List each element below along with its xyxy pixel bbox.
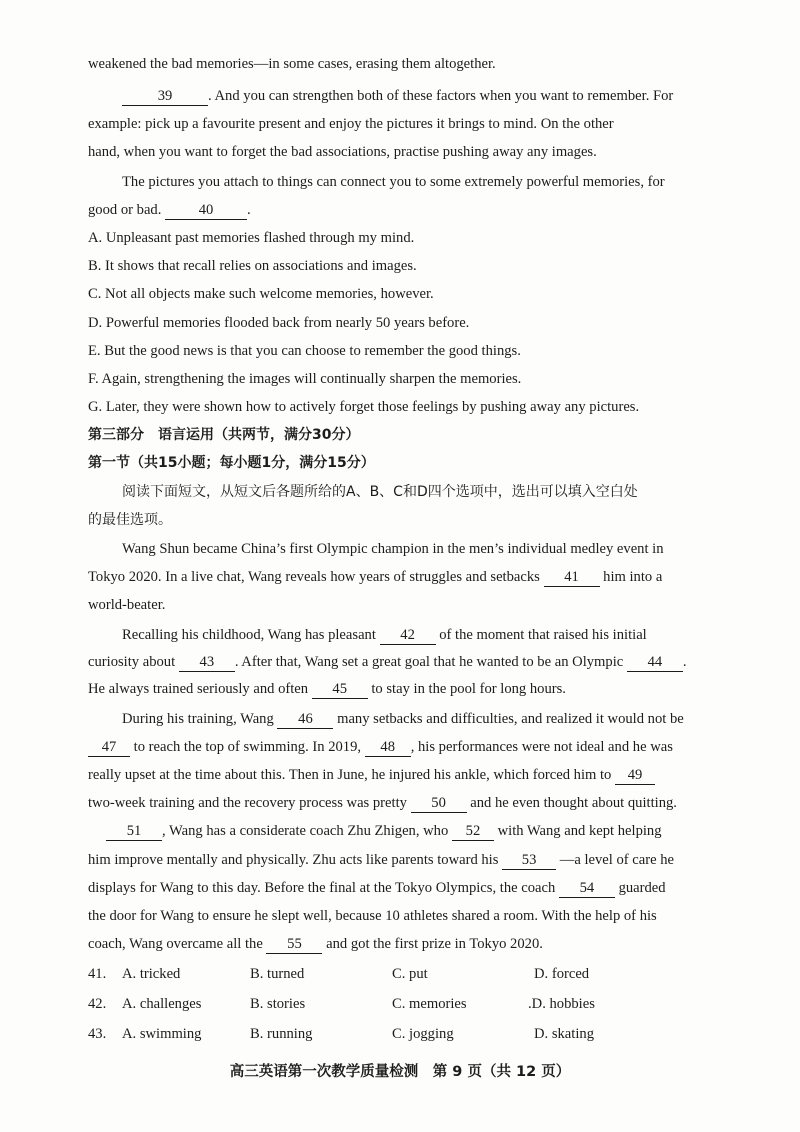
blank-43: 43 [179, 653, 235, 672]
instruction-line: 的最佳选项。 [88, 512, 172, 528]
instruction-line: 阅读下面短文，从短文后各题所给的A、B、C和D四个选项中，选出可以填入空白处 [122, 484, 638, 500]
part-title: 第三部分 语言运用（共两节，满分30分） [88, 427, 360, 443]
cloze-line: two-week training and the recovery process was pretty 50 and he even thought about quitting. [88, 795, 677, 811]
cloze-line: coach, Wang overcame all the 55 and got the first prize in Tokyo 2020. [88, 936, 543, 952]
passage-line: The pictures you attach to things can connect you to some extremely powerful memories, for [122, 174, 665, 190]
choice-d: D. forced [534, 966, 590, 982]
passage-line: 39 . And you can strengthen both of these factors when you want to remember. For [0, 86, 800, 106]
choice-d: .D. hobbies [528, 996, 595, 1012]
blank-46: 46 [277, 710, 333, 729]
choice-a: A. swimming [122, 1026, 202, 1042]
cloze-line: him improve mentally and physically. Zhu acts like parents toward his 53 —a level of care he [88, 852, 674, 868]
option-c: C. Not all objects make such welcome memories, however. [88, 286, 434, 302]
choice-a: A. challenges [122, 996, 202, 1012]
blank-55: 55 [266, 935, 322, 954]
blank-52: 52 [452, 822, 494, 841]
option-f: F. Again, strengthening the images will continually sharpen the memories. [88, 371, 522, 387]
question-number: 42. [88, 996, 107, 1012]
cloze-line: 51 , Wang has a considerate coach Zhu Zhigen, who 52 with Wang and kept helping [0, 821, 800, 841]
passage-line: good or bad. 40 . [88, 202, 251, 218]
cloze-line: During his training, Wang 46 many setbacks and difficulties, and realized it would not be [122, 711, 684, 727]
cloze-line: really upset at the time about this. Then in June, he injured his ankle, which forced him to 49 [0, 765, 800, 785]
blank-47: 47 [88, 738, 130, 757]
section-title: 第一节（共15小题；每小题1分，满分15分） [88, 455, 375, 471]
blank-44: 44 [627, 653, 683, 672]
blank-42: 42 [380, 626, 436, 645]
choice-c: C. put [392, 966, 428, 982]
blank-51: 51 [106, 822, 162, 841]
blank-53: 53 [502, 851, 556, 870]
blank-48: 48 [365, 738, 411, 757]
option-e: E. But the good news is that you can choose to remember the good things. [88, 343, 521, 359]
cloze-line: curiosity about 43 . After that, Wang set a great goal that he wanted to be an Olympic 44 . [88, 654, 687, 670]
cloze-line: world-beater. [88, 597, 166, 613]
passage-line: example: pick up a favourite present and enjoy the pictures it brings to mind. On the other [88, 116, 614, 132]
blank-54: 54 [559, 879, 615, 898]
cloze-line: Wang Shun became China’s first Olympic champion in the men’s individual medley event in [122, 541, 664, 557]
blank-45: 45 [312, 680, 368, 699]
option-a: A. Unpleasant past memories flashed through my mind. [88, 230, 415, 246]
blank-49: 49 [615, 766, 655, 785]
question-number: 43. [88, 1026, 107, 1042]
choice-b: B. turned [250, 966, 305, 982]
blank-50: 50 [411, 794, 467, 813]
cloze-line: He always trained seriously and often 45 to stay in the pool for long hours. [88, 681, 566, 697]
choice-c: C. memories [392, 996, 467, 1012]
choice-b: B. stories [250, 996, 306, 1012]
choice-c: C. jogging [392, 1026, 454, 1042]
passage-line: hand, when you want to forget the bad associations, practise pushing away any images. [88, 144, 597, 160]
page-footer: 高三英语第一次教学质量检测 第 9 页（共 12 页） [229, 1064, 571, 1080]
question-number: 41. [88, 966, 107, 982]
option-g: G. Later, they were shown how to actively forget those feelings by pushing away any pictures. [88, 399, 640, 415]
choice-b: B. running [250, 1026, 313, 1042]
choice-a: A. tricked [122, 966, 181, 982]
cloze-line: 47 to reach the top of swimming. In 2019, 48 , his performances were not ideal and he was [0, 737, 800, 757]
cloze-line: Recalling his childhood, Wang has pleasant 42 of the moment that raised his initial [122, 627, 647, 643]
choice-d: D. skating [534, 1026, 594, 1042]
blank-41: 41 [544, 568, 600, 587]
passage-line: weakened the bad memories—in some cases, erasing them altogether. [88, 56, 496, 72]
option-d: D. Powerful memories flooded back from nearly 50 years before. [88, 315, 470, 331]
option-b: B. It shows that recall relies on associations and images. [88, 258, 417, 274]
cloze-line: the door for Wang to ensure he slept well, because 10 athletes shared a room. With the help of his [88, 908, 657, 924]
cloze-line: displays for Wang to this day. Before the final at the Tokyo Olympics, the coach 54 guarded [88, 880, 666, 896]
cloze-line: Tokyo 2020. In a live chat, Wang reveals how years of struggles and setbacks 41 him into a [88, 569, 663, 585]
blank-39: 39 [122, 87, 208, 106]
blank-40: 40 [165, 201, 247, 220]
